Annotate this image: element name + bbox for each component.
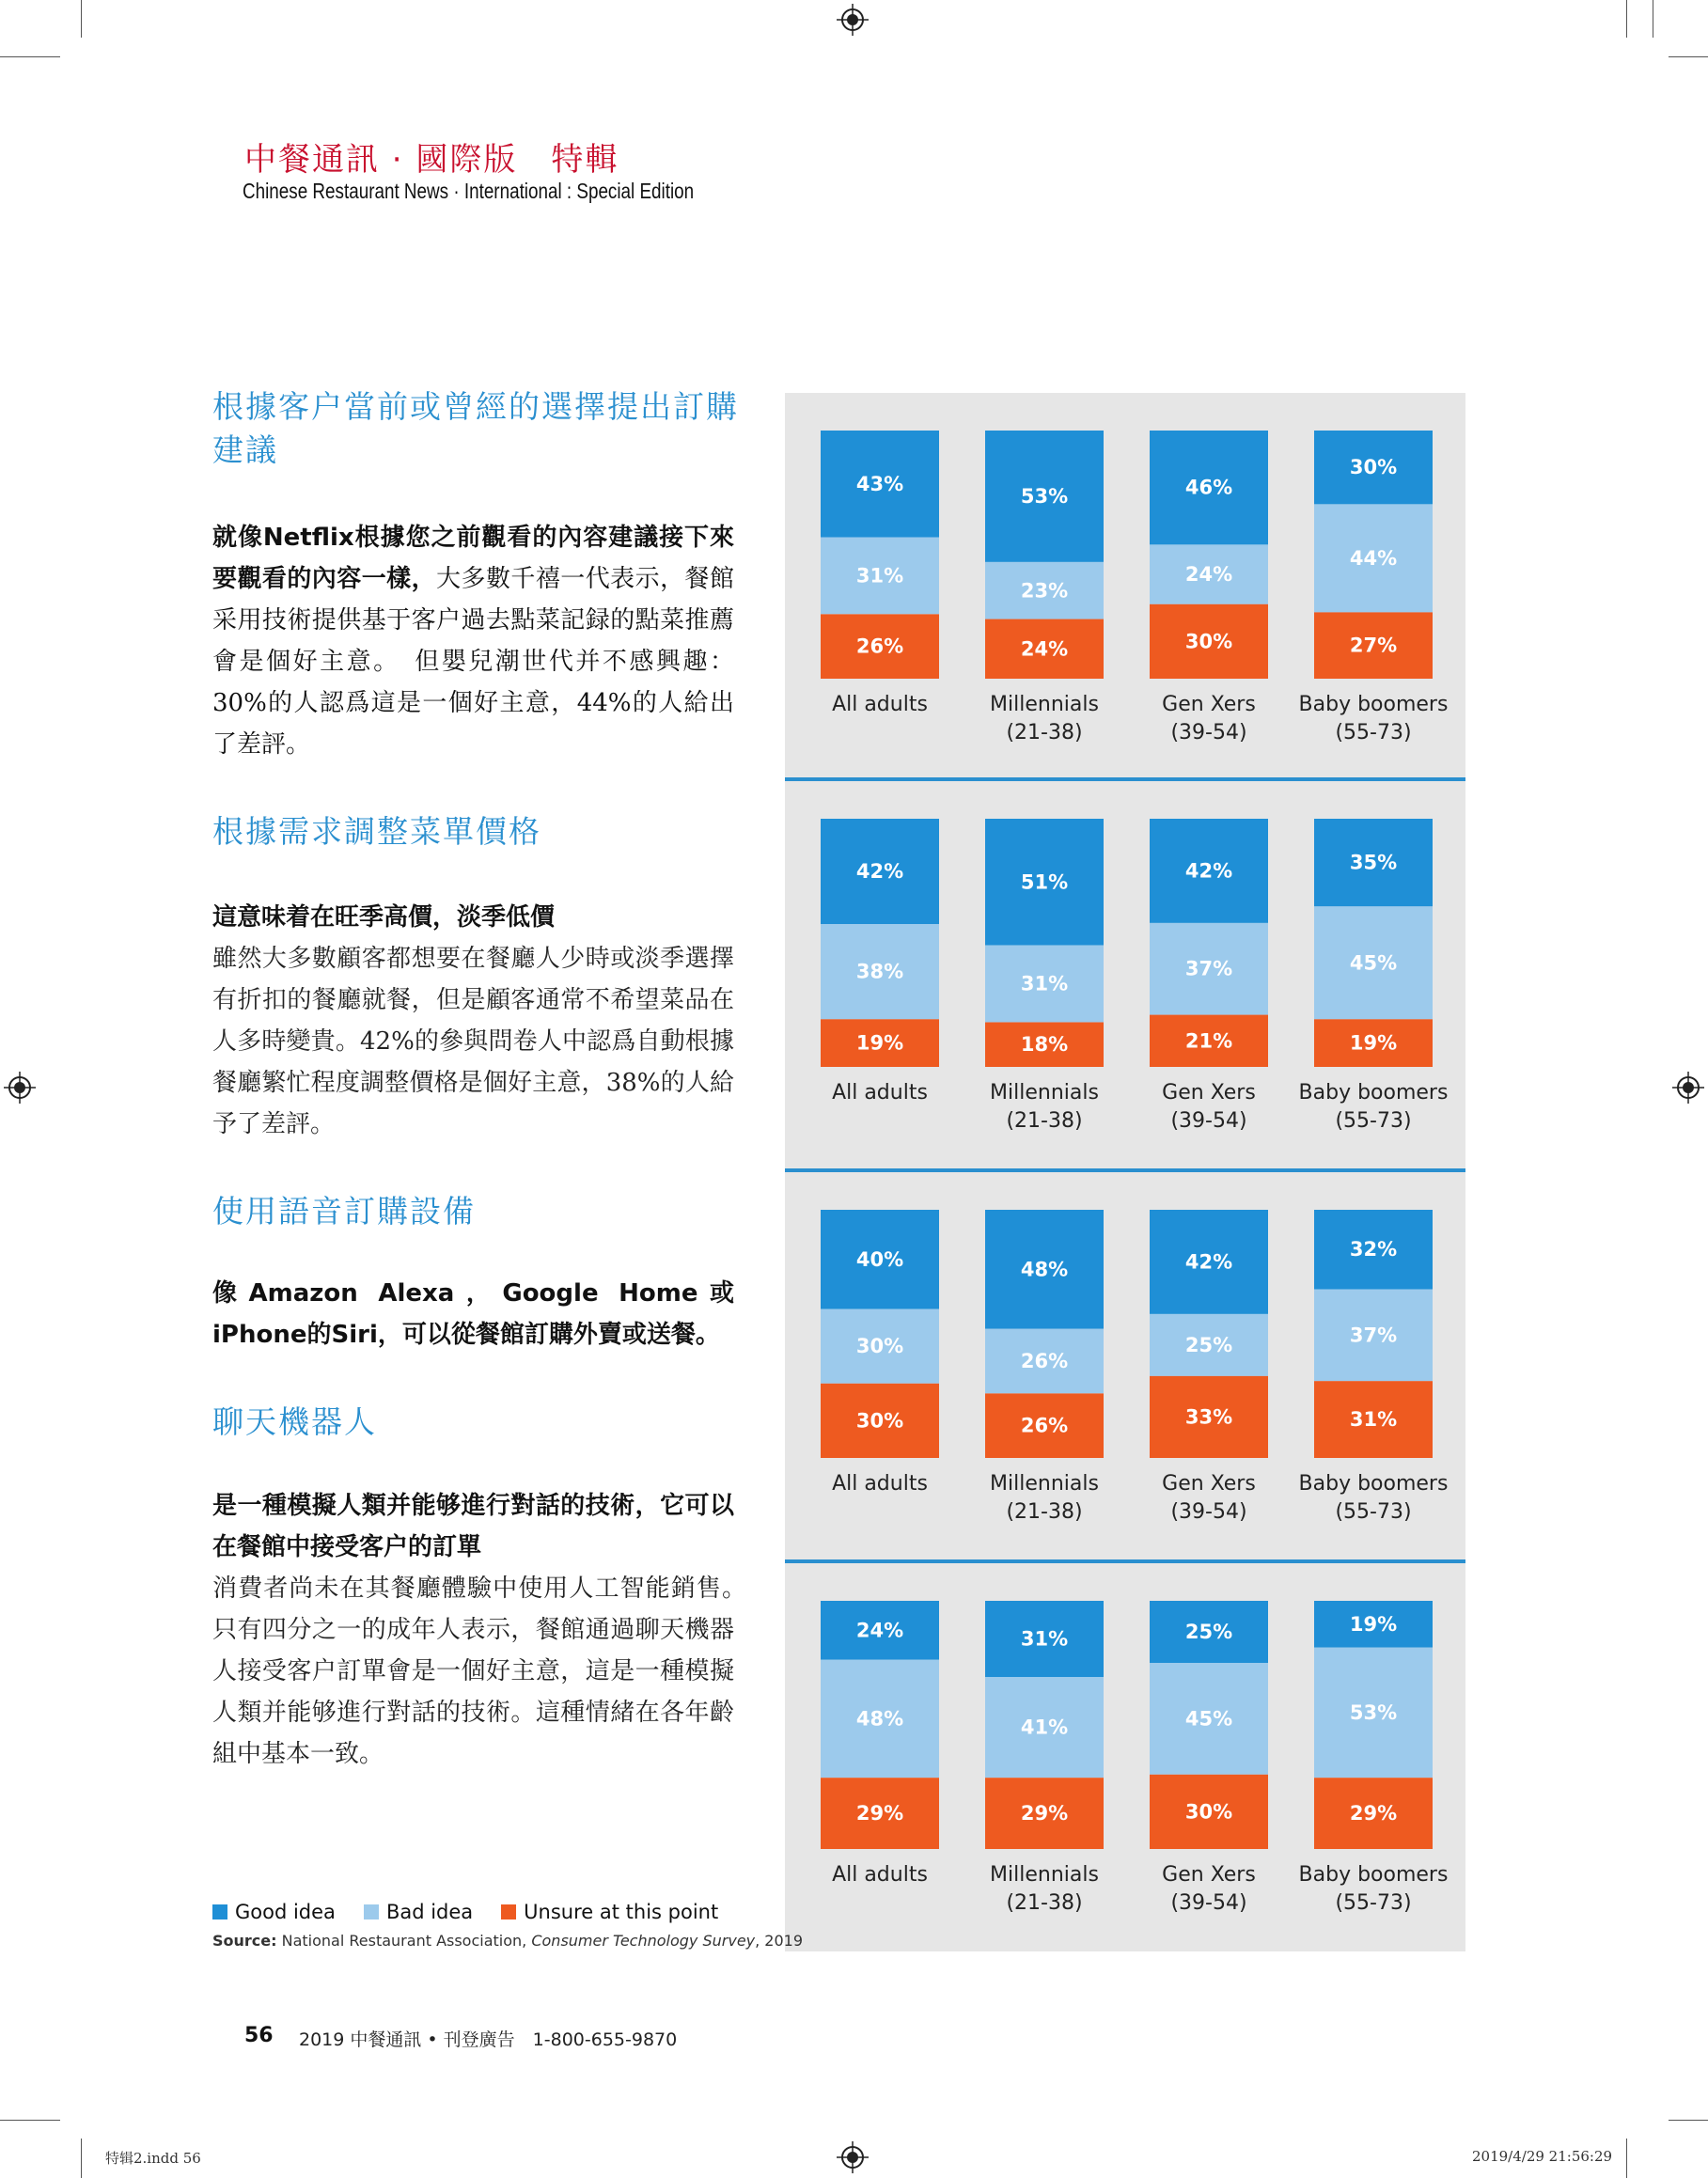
data-label: 31% bbox=[1020, 972, 1069, 995]
crop-mark bbox=[81, 2139, 82, 2178]
header-title-en: Chinese Restaurant News · International : Special Edition bbox=[243, 179, 695, 203]
data-label: 48% bbox=[1020, 1258, 1069, 1281]
chart-dynamic-pricing bbox=[785, 781, 1465, 1168]
crop-mark bbox=[1626, 2139, 1627, 2178]
data-label: 26% bbox=[855, 635, 904, 658]
data-label: 26% bbox=[1020, 1350, 1069, 1372]
data-label: 42% bbox=[855, 860, 904, 883]
data-label: 30% bbox=[1349, 456, 1398, 479]
data-label: 32% bbox=[1349, 1238, 1398, 1261]
section-body-dynamic-pricing: 雖然大多數顧客都想要在餐廳人少時或淡季選擇有折扣的餐廳就餐，但是顧客通常不希望菜品在人多時變貴。42%的參與問卷人中認爲自動根據餐廳繁忙程度調整價格是個好主意，38%的人給予了差評。 bbox=[212, 945, 734, 1138]
category-label: All adults bbox=[832, 1081, 928, 1105]
section-title-dynamic-pricing: 根據需求調整菜單價格 bbox=[212, 813, 541, 850]
category-label: (55-73) bbox=[1335, 1891, 1412, 1915]
registration-mark-icon bbox=[837, 2141, 869, 2173]
category-label: (39-54) bbox=[1170, 721, 1247, 744]
data-label: 31% bbox=[1020, 1627, 1069, 1651]
data-label: 29% bbox=[1349, 1802, 1398, 1825]
category-label: All adults bbox=[832, 693, 928, 716]
data-label: 44% bbox=[1349, 546, 1398, 570]
source-note bbox=[212, 1932, 803, 1950]
data-label: 53% bbox=[1020, 485, 1069, 508]
chart-chatbot bbox=[785, 1563, 1465, 1951]
data-label: 18% bbox=[1020, 1033, 1069, 1057]
legend-swatch-bad bbox=[364, 1904, 379, 1919]
crop-mark bbox=[1626, 0, 1627, 38]
data-label: 24% bbox=[1020, 637, 1069, 661]
source-label: Source: bbox=[212, 1932, 277, 1950]
data-label: 46% bbox=[1184, 476, 1233, 499]
legend-label-unsure: Unsure at this point bbox=[524, 1901, 719, 1923]
category-label: Baby boomers bbox=[1298, 1863, 1449, 1887]
data-label: 40% bbox=[855, 1247, 904, 1271]
crop-mark bbox=[1669, 2120, 1708, 2121]
category-label: Gen Xers bbox=[1162, 1863, 1256, 1887]
data-label: 31% bbox=[855, 564, 904, 588]
data-label: 43% bbox=[855, 472, 904, 495]
data-label: 25% bbox=[1184, 1333, 1233, 1356]
section-title-chatbot: 聊天機器人 bbox=[212, 1403, 377, 1440]
section-body-chatbot: 消費者尚未在其餐廳體驗中使用人工智能銷售。 只有四分之一的成年人表示，餐館通過聊天機器人接受客户訂單會是一個好主意，這是一種模擬人類并能够進行對話的技術。這種情緒在各年齡組中基本一致。 bbox=[212, 1575, 760, 1768]
source-year: , 2019 bbox=[755, 1932, 804, 1950]
category-label: (55-73) bbox=[1335, 1500, 1412, 1524]
category-label: All adults bbox=[832, 1863, 928, 1887]
section-title-recommendations: 根據客户當前或曾經的選擇提出訂購建議 bbox=[212, 388, 739, 468]
section-lead-voice-ordering: 像Amazon Alexa，Google Home或iPhone的Siri，可以從餐館訂購外賣或送餐。 bbox=[212, 1279, 734, 1349]
data-label: 26% bbox=[1020, 1414, 1069, 1437]
source-text: National Restaurant Association, bbox=[281, 1932, 527, 1950]
data-label: 27% bbox=[1349, 634, 1398, 657]
data-label: 23% bbox=[1020, 579, 1069, 603]
data-label: 29% bbox=[855, 1802, 904, 1825]
chart-legend bbox=[212, 1901, 718, 1923]
legend-label-bad: Bad idea bbox=[385, 1901, 474, 1923]
source-title: Consumer Technology Survey bbox=[531, 1932, 756, 1950]
data-label: 33% bbox=[1184, 1405, 1233, 1429]
data-label: 29% bbox=[1020, 1802, 1069, 1825]
category-label: Gen Xers bbox=[1162, 693, 1256, 716]
category-label: (21-38) bbox=[1006, 1500, 1083, 1524]
registration-mark-icon bbox=[837, 4, 869, 36]
data-label: 19% bbox=[1349, 1612, 1398, 1636]
data-label: 30% bbox=[855, 1409, 904, 1433]
legend-swatch-good bbox=[212, 1904, 227, 1919]
data-label: 37% bbox=[1349, 1324, 1398, 1347]
data-label: 45% bbox=[1184, 1707, 1233, 1731]
header-title-zh: 中餐通訊 · 國際版 特輯 bbox=[244, 141, 619, 179]
category-label: (39-54) bbox=[1170, 1109, 1247, 1133]
data-label: 30% bbox=[1184, 1800, 1233, 1824]
data-label: 51% bbox=[1020, 870, 1069, 894]
slug-file: 特辑2.indd 56 bbox=[105, 2150, 201, 2167]
data-label: 30% bbox=[855, 1335, 904, 1358]
data-label: 37% bbox=[1184, 957, 1233, 980]
data-label: 38% bbox=[855, 960, 904, 983]
section-lead-dynamic-pricing: 這意味着在旺季高價，淡季低價 bbox=[212, 903, 556, 932]
data-label: 41% bbox=[1020, 1716, 1069, 1739]
data-label: 53% bbox=[1349, 1700, 1398, 1724]
slug-timestamp: 2019/4/29 21:56:29 bbox=[1472, 2148, 1613, 2165]
data-label: 48% bbox=[855, 1707, 904, 1731]
section-title-voice-ordering: 使用語音訂購設備 bbox=[212, 1193, 476, 1230]
category-label: Millennials bbox=[990, 1863, 1099, 1887]
category-label: Millennials bbox=[990, 1472, 1099, 1496]
category-label: Millennials bbox=[990, 693, 1099, 716]
footer-text: 2019 中餐通訊 • 刊登廣告 1-800-655-9870 bbox=[299, 2029, 678, 2050]
crop-mark bbox=[0, 2120, 60, 2121]
section-lead-chatbot: 是一種模擬人類并能够進行對話的技術，它可以在餐館中接受客户的訂單 bbox=[212, 1492, 734, 1561]
page-number: 56 bbox=[244, 2024, 274, 2047]
category-label: Baby boomers bbox=[1298, 693, 1449, 716]
category-label: Gen Xers bbox=[1162, 1081, 1256, 1105]
category-label: Millennials bbox=[990, 1081, 1099, 1105]
chart-recommendations bbox=[785, 393, 1465, 777]
data-label: 19% bbox=[1349, 1031, 1398, 1055]
chart-voice-ordering bbox=[785, 1172, 1465, 1559]
data-label: 42% bbox=[1184, 859, 1233, 883]
legend-swatch-unsure bbox=[501, 1904, 516, 1919]
category-label: (39-54) bbox=[1170, 1500, 1247, 1524]
registration-mark-icon bbox=[1672, 1072, 1704, 1104]
data-label: 19% bbox=[855, 1031, 904, 1055]
category-label: (21-38) bbox=[1006, 1891, 1083, 1915]
category-label: Gen Xers bbox=[1162, 1472, 1256, 1496]
data-label: 35% bbox=[1349, 851, 1398, 874]
data-label: 31% bbox=[1349, 1408, 1398, 1432]
category-label: (39-54) bbox=[1170, 1891, 1247, 1915]
data-label: 42% bbox=[1184, 1250, 1233, 1274]
category-label: Baby boomers bbox=[1298, 1472, 1449, 1496]
data-label: 25% bbox=[1184, 1621, 1233, 1643]
data-label: 30% bbox=[1184, 630, 1233, 653]
category-label: (55-73) bbox=[1335, 1109, 1412, 1133]
section-text-recommendations bbox=[212, 517, 734, 765]
crop-mark bbox=[81, 0, 82, 38]
crop-mark bbox=[0, 56, 60, 57]
legend-label-good: Good idea bbox=[235, 1901, 336, 1923]
category-label: Baby boomers bbox=[1298, 1081, 1449, 1105]
section-body: 大多數千禧一代表示，餐館采用技術提供基于客户過去點菜記録的點菜推薦會是個好主意。 但嬰兒潮世代并不感興趣：30%的人認爲這是一個好主意，44%的人給出了差評。 bbox=[212, 565, 734, 759]
data-label: 45% bbox=[1349, 951, 1398, 975]
crop-mark bbox=[1669, 56, 1708, 57]
legend-item-good bbox=[212, 1901, 336, 1923]
registration-mark-icon bbox=[4, 1072, 36, 1104]
legend-item-unsure bbox=[501, 1901, 718, 1923]
data-label: 21% bbox=[1184, 1029, 1233, 1053]
category-label: All adults bbox=[832, 1472, 928, 1496]
category-label: (21-38) bbox=[1006, 721, 1083, 744]
legend-item-bad bbox=[364, 1901, 473, 1923]
category-label: (55-73) bbox=[1335, 721, 1412, 744]
category-label: (21-38) bbox=[1006, 1109, 1083, 1133]
data-label: 24% bbox=[1184, 563, 1233, 587]
section-lead: 就像Netflix根據您之前觀看的內容建議接下來要觀看的內容一樣， bbox=[212, 524, 734, 593]
data-label: 24% bbox=[855, 1619, 904, 1642]
